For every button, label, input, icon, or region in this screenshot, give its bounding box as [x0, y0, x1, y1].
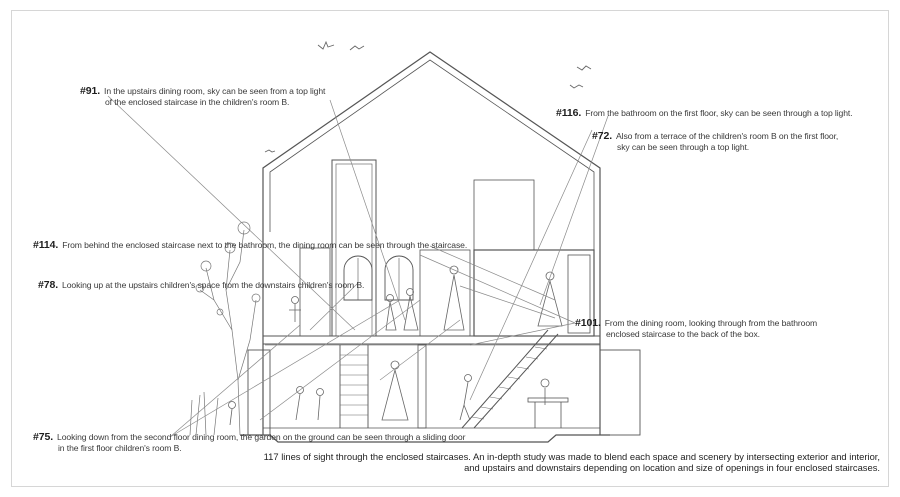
annotation-75: #75. Looking down from the second floor dining room, the garden on the ground can be seen through a sliding door in the first floor children's room B.: [33, 431, 466, 453]
annotation-72: #72. Also from a terrace of the children's room B on the first floor, sky can be seen through a top light.: [592, 130, 839, 152]
caption-line-1: 117 lines of sight through the enclosed staircases. An in-depth study was made to blend each space and scenery by intersecting exterior and interior,: [263, 451, 880, 462]
annotation-114: #114. From behind the enclosed staircase next to the bathroom, the dining room can be seen through the staircase.: [33, 239, 468, 251]
annotation-78: #78. Looking up at the upstairs children's space from the downstairs children's room B.: [38, 279, 365, 291]
annotation-116: #116. From the bathroom on the first floor, sky can be seen through a top light.: [556, 107, 853, 119]
annotation-91: #91. In the upstairs dining room, sky can be seen from a top light of the enclosed staircase in the children's room B.: [80, 85, 326, 107]
stair-treads: [340, 347, 547, 419]
caption-line-2: and upstairs and downstairs depending on location and size of openings in four enclosed staircases.: [464, 461, 880, 473]
annotation-101: #101. From the dining room, looking through from the bathroom enclosed staircase to the back of the box.: [575, 317, 818, 339]
caption: [224, 452, 880, 473]
tree-illustration: [190, 222, 260, 435]
